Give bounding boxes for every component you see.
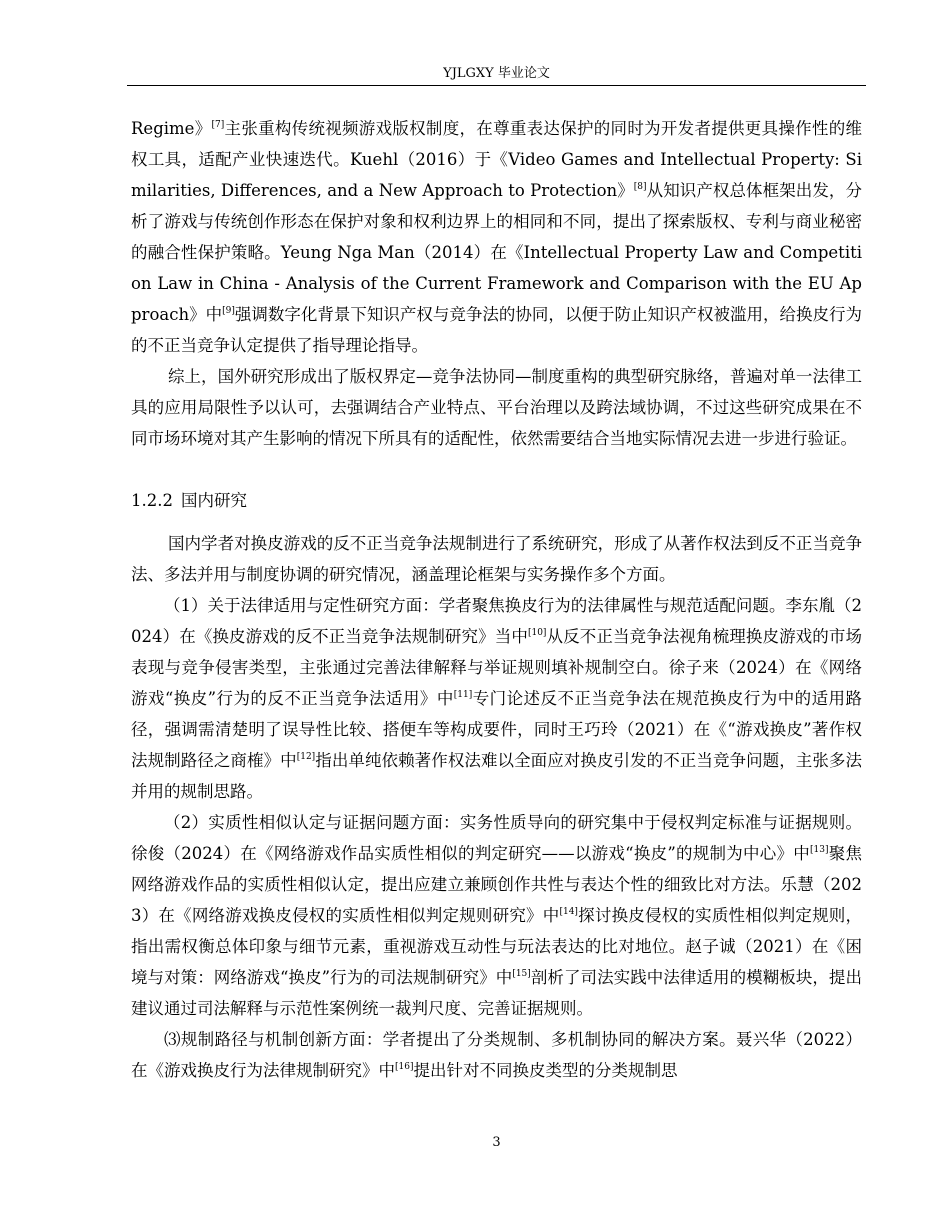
text-run: 剖析了司法实践中法律适用的模糊板块，提出建议通过司法解释与示范性案例统一裁判尺度、完善证据规则。: [131, 968, 862, 1018]
text-run: 聚焦网络游戏作品的实质性相似认定，提出应建立兼顾创作共性与表达个性的细致比对方法。乐慧（2023）在《网络游戏换皮侵权的实质性相似判定规则研究》中: [131, 844, 862, 925]
citation-marker: [15]: [512, 969, 531, 979]
header-divider: [127, 85, 866, 86]
text-run: 专门论述反不正当竞争法在规范换皮行为中的适用路径，强调需清楚明了误导性比较、搭便车等构成要件，同时王巧玲（2021）在《“游戏换皮”著作权法规制路径之商榷》中: [131, 689, 863, 770]
citation-marker: [7]: [211, 120, 225, 130]
text-run: 强调数字化背景下知识产权与竞争法的协同，以便于防止知识产权被滥用，给换皮行为的不正当竞争认定提供了指导理论指导。: [131, 305, 863, 355]
citation-marker: [16]: [395, 1062, 414, 1072]
citation-marker: [14]: [559, 907, 578, 917]
text-run: Regime》: [131, 119, 212, 138]
text-run: 从知识产权总体框架出发，分析了游戏与传统创作形态在保护对象和权利边界上的相同和不同，提出了探索版权、专利与商业秘密的融合性保护策略。Yeung Nga Man（2014）在《Intellectual Property Law and Competition Law in China - Analysis of the Current Framework and Comparison with the EU Approach》中: [131, 181, 862, 324]
citation-marker: [13]: [810, 845, 829, 855]
paragraph-domestic-intro: 国内学者对换皮游戏的反不正当竞争法规制进行了系统研究，形成了从著作权法到反不正当竞争法、多法并用与制度协调的研究情况，涵盖理论框架与实务操作多个方面。: [131, 534, 862, 584]
section-title: 国内研究: [180, 491, 247, 510]
paragraph-law-application: [131, 590, 862, 807]
paragraph-summary: 综上，国外研究形成出了版权界定—竞争法协同—制度重构的典型研究脉络，普遍对单一法律工具的应用局限性予以认可，去强调结合产业特点、平台治理以及跨法域协调，不过这些研究成果在不同市场环境对其产生影响的情况下所具有的适配性，依然需要结合当地实际情况去进一步进行验证。: [131, 367, 862, 448]
citation-marker: [11]: [453, 690, 473, 700]
citation-marker: [12]: [296, 752, 316, 762]
citation-marker: [8]: [633, 182, 647, 192]
section-heading: [131, 485, 862, 516]
paragraph-foreign-studies: [131, 113, 862, 361]
page-body: [131, 113, 862, 1086]
text-run: （1）关于法律适用与定性研究方面：学者聚焦换皮行为的法律属性与规范适配问题。李东胤（2024）在《换皮游戏的反不正当竞争法规制研究》当中: [131, 596, 862, 646]
section-number: 1.2.2: [131, 491, 173, 510]
text-run: 指出单纯依赖著作权法难以全面应对换皮引发的不正当竞争问题，主张多法并用的规制思路。: [131, 751, 863, 801]
text-run: 探讨换皮侵权的实质性相似判定规则，指出需权衡总体印象与细节元素，重视游戏互动性与玩法表达的比对地位。赵子诚（2021）在《困境与对策：网络游戏“换皮”行为的司法规制研究》中: [131, 906, 863, 987]
text-run: （2）实质性相似认定与证据问题方面：实务性质导向的研究集中于侵权判定标准与证据规则。徐俊（2024）在《网络游戏作品实质性相似的判定研究——以游戏“换皮”的规制为中心》中: [131, 813, 862, 863]
paragraph-regulation-path: [131, 1024, 862, 1086]
citation-marker: [9]: [222, 306, 235, 316]
text-run: ⑶规制路径与机制创新方面：学者提出了分类规制、多机制协同的解决方案。聂兴华（2022）在《游戏换皮行为法律规制研究》中: [131, 1030, 862, 1080]
page-number: 3: [492, 1135, 501, 1150]
paragraph-substantial-similarity: [131, 807, 862, 1024]
citation-marker: [10]: [527, 628, 547, 638]
text-run: 提出针对不同换皮类型的分类规制思: [413, 1061, 678, 1080]
text-run: 主张重构传统视频游戏版权制度，在尊重表达保护的同时为开发者提供更具操作性的维权工具，适配产业快速迭代。Kuehl（2016）于《Video Games and Intellectual Property: Similarities, Differences, and a New Approach to Protection》: [131, 119, 862, 200]
text-run: 从反不正当竞争法视角梳理换皮游戏的市场表现与竞争侵害类型，主张通过完善法律解释与举证规则填补规制空白。徐子来（2024）在《网络游戏“换皮”行为的反不正当竞争法适用》中: [131, 627, 862, 708]
page-header: YJLGXY 毕业论文: [443, 66, 550, 81]
